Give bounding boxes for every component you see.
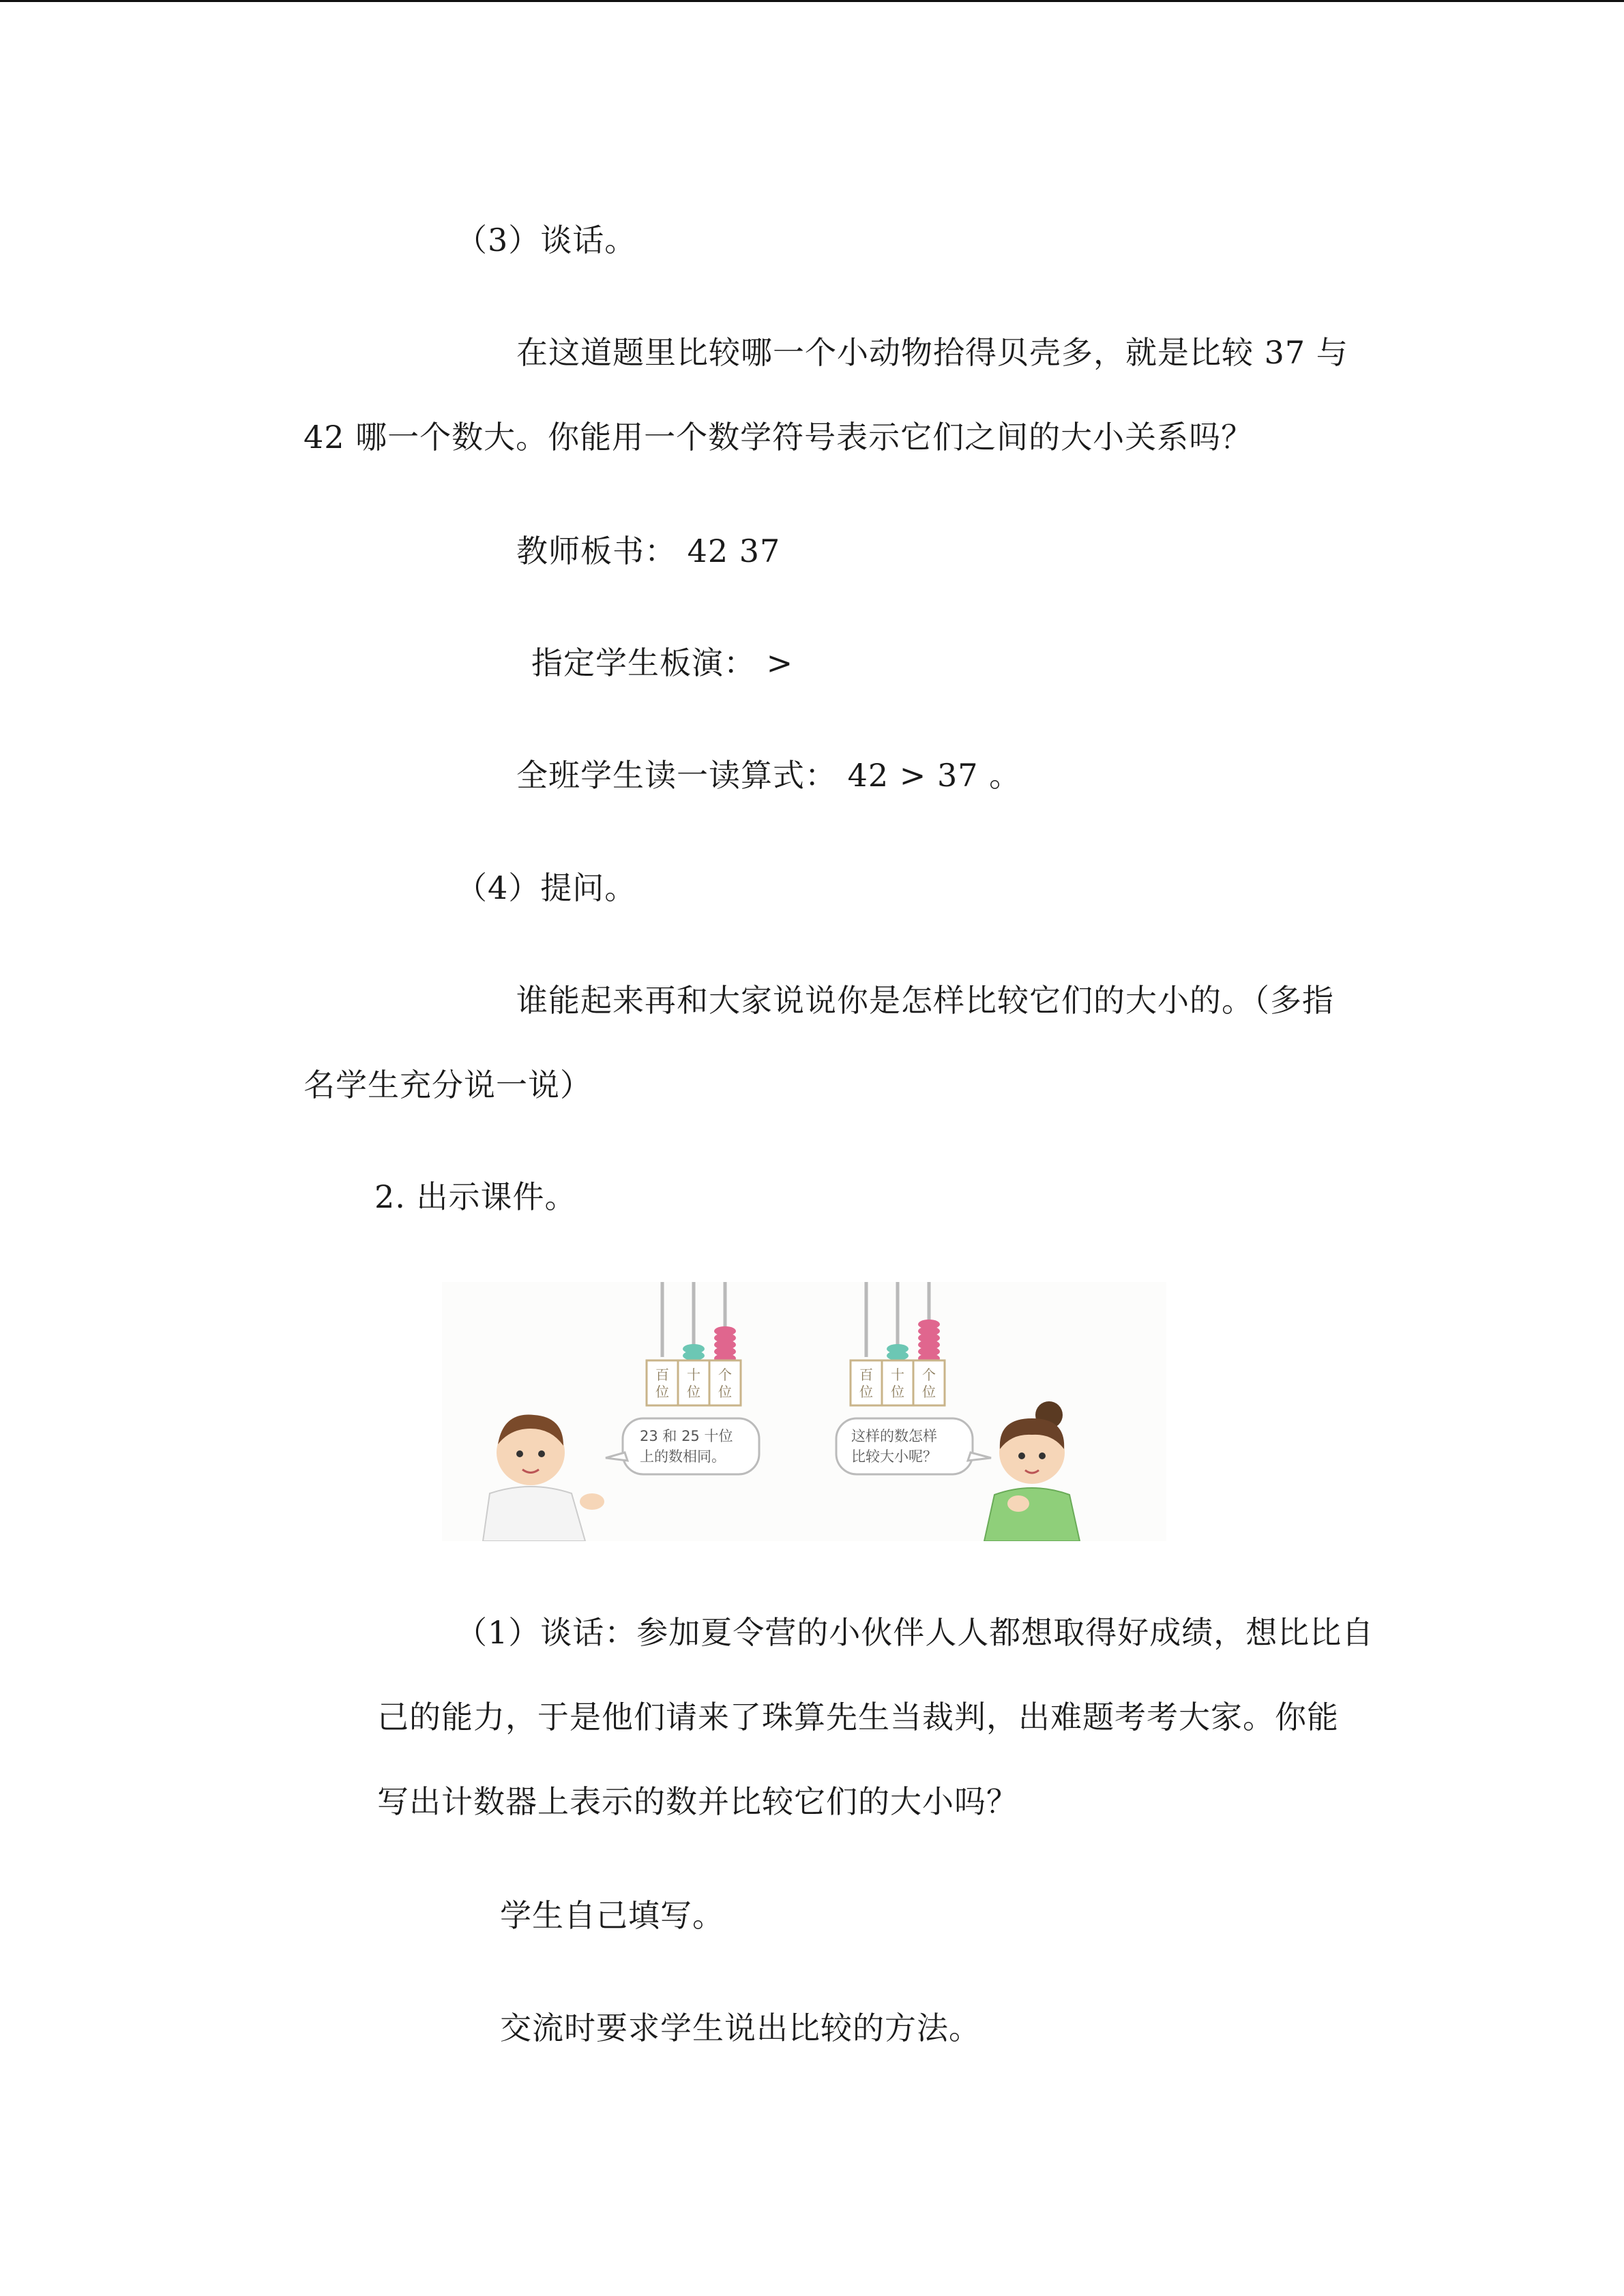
svg-text:十: 十 [687,1367,700,1383]
teacher-board-line: 教师板书： 42 37 [516,533,781,569]
svg-text:位: 位 [859,1384,873,1400]
svg-text:百: 百 [859,1367,873,1383]
talk-1-line3: 写出计数器上表示的数并比较它们的大小吗？ [377,1783,1018,1820]
left-bubble-line2: 上的数相同。 [640,1448,726,1465]
right-bubble-line2: 比较大小呢？ [851,1448,937,1465]
svg-text:十: 十 [891,1367,904,1383]
svg-text:位: 位 [687,1384,700,1400]
students-fill-in: 学生自己填写。 [500,1897,724,1934]
svg-text:位: 位 [718,1384,732,1400]
svg-text:个: 个 [718,1367,732,1383]
heading-talk-3: （3）谈话。 [456,222,637,258]
right-bubble-line1: 这样的数怎样 [851,1428,937,1444]
student-board-line: 指定学生板演： > [531,644,794,681]
talk-1-line1: （1）谈话：参加夏令营的小伙伴人人都想取得好成绩，想比比自 [456,1614,1374,1651]
girl-figure [984,1401,1080,1541]
left-abacus [647,1282,741,1405]
class-read-line: 全班学生读一读算式： 42 > 37 。 [516,757,1022,794]
svg-text:位: 位 [655,1384,669,1400]
abacus-illustration [442,1282,1166,1541]
left-bubble-line1: 23 和 25 十位 [640,1428,733,1444]
right-abacus [851,1282,945,1405]
svg-text:位: 位 [891,1384,904,1400]
svg-text:位: 位 [922,1384,936,1400]
right-speech-bubble [836,1418,991,1474]
exchange-method: 交流时要求学生说出比较的方法。 [500,2010,981,2046]
heading-question-4: （4）提问。 [456,869,637,906]
talk-1-line2: 己的能力，于是他们请来了珠算先生当裁判，出难题考考大家。你能 [377,1699,1339,1735]
heading-show-courseware: 2. 出示课件。 [374,1178,577,1215]
boy-figure [483,1415,604,1541]
paragraph-compare-line2: 42 哪一个数大。你能用一个数学符号表示它们之间的大小关系吗？ [304,419,1254,456]
paragraph-explain-line2: 名学生充分说一说） [304,1067,592,1103]
left-speech-bubble [606,1418,759,1474]
paragraph-explain-line1: 谁能起来再和大家说说你是怎样比较它们的大小的。（多指 [516,982,1334,1019]
page-top-border [0,0,1624,2]
svg-text:个: 个 [922,1367,936,1383]
svg-text:百: 百 [655,1367,669,1383]
paragraph-compare-line1: 在这道题里比较哪一个小动物拾得贝壳多，就是比较 37 与 [516,334,1348,371]
